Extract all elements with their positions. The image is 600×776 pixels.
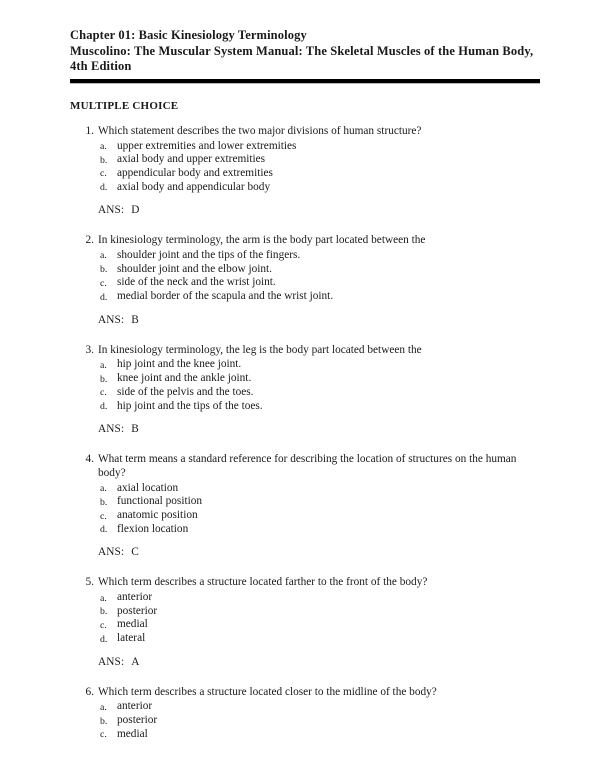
answer-line [70,656,540,670]
option-text: axial body and upper extremities [117,153,266,166]
option-letter: c. [100,619,107,631]
option-row[interactable] [70,605,540,619]
option-list [70,140,540,195]
header-divider-rule [70,79,540,83]
option-text: hip joint and the knee joint. [117,358,242,371]
option-row[interactable] [70,153,540,167]
option-letter: c. [100,510,107,522]
question-text: In kinesiology terminology, the arm is the body part located between the [98,234,426,247]
question-stem [70,453,540,481]
question-stem [70,576,540,590]
header-edition: 4th Edition [70,59,132,74]
answer-value: D [131,204,140,217]
option-letter: d. [100,633,108,645]
question-stem [70,344,540,358]
answer-label: ANS: [98,313,125,326]
option-text: lateral [117,632,146,645]
header-chapter-title: Chapter 01: Basic Kinesiology Terminology [70,28,307,42]
option-letter: c. [100,387,107,399]
option-row[interactable] [70,482,540,496]
option-row[interactable] [70,358,540,372]
option-text: shoulder joint and the elbow joint. [117,262,272,275]
option-text: side of the neck and the wrist joint. [117,276,276,289]
option-letter: d. [100,401,108,412]
option-row[interactable] [70,495,540,509]
answer-value: C [131,546,139,559]
answer-line [70,204,540,218]
option-row[interactable] [70,263,540,277]
option-letter: b. [100,264,108,276]
option-text: flexion location [117,522,189,535]
option-row[interactable] [70,509,540,523]
question-block [70,453,540,560]
option-letter: a. [100,250,107,262]
answer-line [70,546,540,560]
section-heading-multiple-choice: MULTIPLE CHOICE [70,99,179,112]
option-list [70,482,540,537]
option-list [70,249,540,304]
option-text: appendicular body and extremities [117,166,273,179]
answer-label: ANS: [98,655,125,668]
answer-value: A [131,655,140,668]
option-text: posterior [117,714,158,727]
option-text: anterior [117,700,153,713]
question-block [70,576,540,669]
question-block [70,344,540,437]
option-text: medial [117,618,148,631]
option-letter: c. [100,277,107,289]
question-number: 3. [85,343,94,356]
answer-line [70,423,540,437]
option-letter: c. [100,729,107,741]
option-text: upper extremities and lower extremities [117,139,297,152]
option-row[interactable] [70,167,540,181]
option-letter: b. [100,496,108,508]
option-text: side of the pelvis and the toes. [117,385,254,398]
option-list [70,700,540,741]
option-letter: c. [100,168,107,180]
option-text: posterior [117,604,158,617]
option-row[interactable] [70,728,540,742]
question-number: 6. [85,685,94,698]
option-row[interactable] [70,372,540,386]
option-letter: b. [100,715,108,727]
question-list [70,125,540,742]
answer-value: B [131,423,139,436]
answer-label: ANS: [98,423,125,436]
option-row[interactable] [70,632,540,646]
answer-value: B [131,313,139,326]
question-stem [70,686,540,700]
answer-line [70,314,540,328]
option-row[interactable] [70,618,540,632]
option-letter: d. [100,524,108,536]
question-number: 1. [85,124,94,137]
option-row[interactable] [70,523,540,537]
question-text: What term means a standard reference for describing the location of structures on the human body? [98,453,517,479]
option-text: hip joint and the tips of the toes. [117,399,263,412]
question-stem [70,234,540,248]
option-letter: a. [100,592,107,604]
option-row[interactable] [70,591,540,605]
document-header [70,28,540,75]
option-letter: a. [100,359,107,371]
option-row[interactable] [70,386,540,400]
option-letter: a. [100,141,107,153]
question-number: 2. [85,234,94,247]
option-letter: d. [100,182,108,194]
option-row[interactable] [70,714,540,728]
option-text: shoulder joint and the tips of the fingers. [117,248,301,261]
option-text: axial body and appendicular body [117,180,271,193]
option-row[interactable] [70,290,540,304]
option-letter: a. [100,701,107,713]
option-text: medial [117,727,148,740]
option-row[interactable] [70,700,540,714]
question-text: Which term describes a structure located closer to the midline of the body? [98,685,437,698]
option-list [70,591,540,646]
question-block [70,125,540,218]
option-letter: d. [100,291,108,303]
question-block [70,234,540,327]
question-text: In kinesiology terminology, the leg is the body part located between the [98,343,422,356]
option-text: anatomic position [117,509,198,521]
page-content [70,28,540,758]
option-row[interactable] [70,140,540,154]
header-book-title: Muscolino: The Muscular System Manual: The Skeletal Muscles of the Human Body, [70,43,534,58]
option-text: medial border of the scapula and the wrist joint. [117,290,334,303]
option-list [70,358,540,413]
option-text: anterior [117,591,153,603]
option-row[interactable] [70,249,540,263]
option-row[interactable] [70,276,540,290]
question-number: 4. [85,453,94,465]
option-text: functional position [117,495,203,508]
question-text: Which statement describes the two major divisions of human structure? [98,124,422,137]
question-text: Which term describes a structure located farther to the front of the body? [98,576,428,589]
question-block [70,686,540,742]
question-stem [70,125,540,139]
option-letter: a. [100,483,107,495]
question-number: 5. [85,576,94,589]
option-letter: b. [100,373,108,385]
option-text: axial location [117,481,179,494]
option-letter: b. [100,154,108,166]
option-letter: b. [100,606,108,618]
option-row[interactable] [70,400,540,414]
option-text: knee joint and the ankle joint. [117,372,252,385]
answer-label: ANS: [98,204,125,217]
answer-label: ANS: [98,546,125,559]
option-row[interactable] [70,181,540,195]
